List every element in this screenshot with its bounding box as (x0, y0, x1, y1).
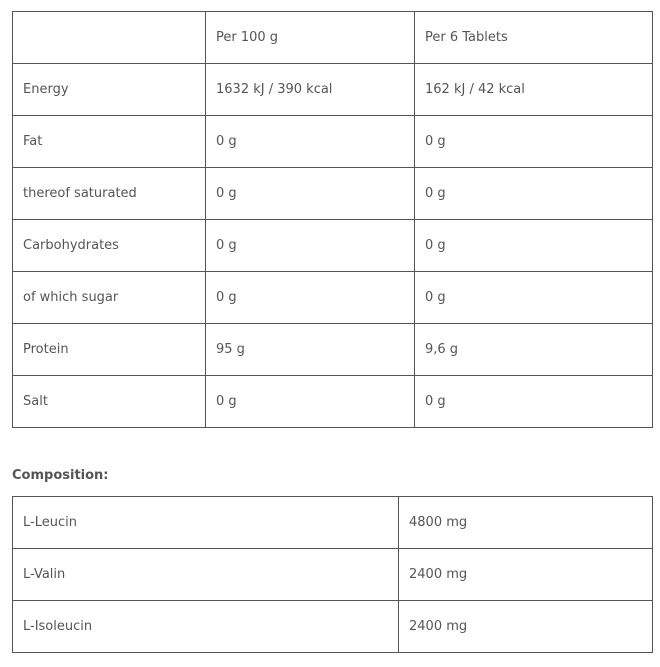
nutrition-table (12, 11, 653, 428)
nutrient-name: Fat (13, 116, 206, 168)
per-6-tablets-value: 0 g (415, 376, 653, 428)
nutrient-name: Protein (13, 324, 206, 376)
ingredient-name: L-Leucin (13, 497, 399, 549)
table-row (13, 116, 653, 168)
table-row (13, 549, 653, 601)
table-row (13, 220, 653, 272)
per-6-tablets-value: 9,6 g (415, 324, 653, 376)
composition-heading: Composition: (12, 468, 109, 483)
per-100g-value: 0 g (206, 272, 415, 324)
per-100g-value: 0 g (206, 376, 415, 428)
ingredient-name: L-Valin (13, 549, 399, 601)
per-100g-value: 0 g (206, 220, 415, 272)
ingredient-amount: 4800 mg (399, 497, 653, 549)
per-6-tablets-value: 0 g (415, 168, 653, 220)
table-header-row (13, 12, 653, 64)
per-100g-value: 95 g (206, 324, 415, 376)
ingredient-amount: 2400 mg (399, 549, 653, 601)
nutrient-name: Energy (13, 64, 206, 116)
per-6-tablets-value: 0 g (415, 116, 653, 168)
nutrient-name: Carbohydrates (13, 220, 206, 272)
ingredient-amount: 2400 mg (399, 601, 653, 653)
per-6-tablets-value: 0 g (415, 272, 653, 324)
per-100g-value: 1632 kJ / 390 kcal (206, 64, 415, 116)
header-cell-per-100g: Per 100 g (206, 12, 415, 64)
nutrient-name: Salt (13, 376, 206, 428)
nutrient-name: of which sugar (13, 272, 206, 324)
table-row (13, 272, 653, 324)
per-6-tablets-value: 162 kJ / 42 kcal (415, 64, 653, 116)
per-100g-value: 0 g (206, 168, 415, 220)
table-row (13, 64, 653, 116)
header-cell-empty (13, 12, 206, 64)
table-row (13, 497, 653, 549)
per-6-tablets-value: 0 g (415, 220, 653, 272)
table-row (13, 168, 653, 220)
per-100g-value: 0 g (206, 116, 415, 168)
composition-table (12, 496, 653, 653)
nutrient-name: thereof saturated (13, 168, 206, 220)
ingredient-name: L-Isoleucin (13, 601, 399, 653)
table-row (13, 324, 653, 376)
table-row (13, 601, 653, 653)
table-row (13, 376, 653, 428)
header-cell-per-6-tablets: Per 6 Tablets (415, 12, 653, 64)
